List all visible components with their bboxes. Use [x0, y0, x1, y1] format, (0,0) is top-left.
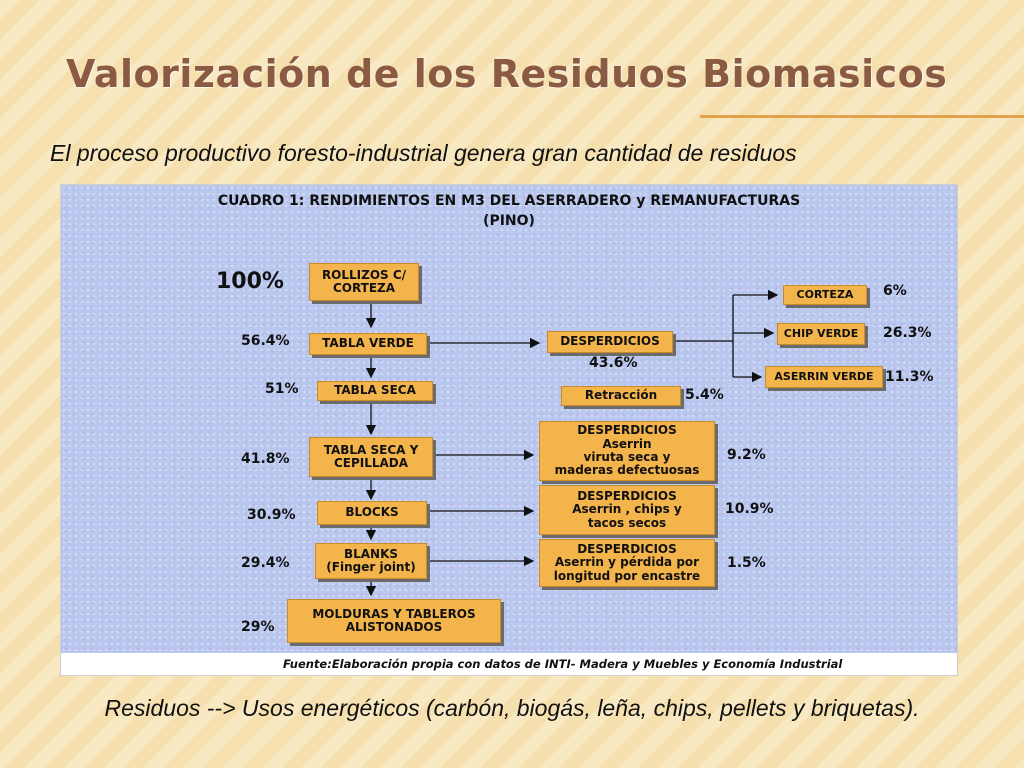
diagram-figure [60, 184, 958, 676]
slide-title: Valorización de los Residuos Biomasicos [66, 52, 948, 96]
title-underline [700, 115, 1024, 118]
box-desperdicios: DESPERDICIOS [547, 331, 673, 353]
box-blocks: BLOCKS [317, 501, 427, 525]
pct-aserrin-verde: 11.3% [885, 369, 934, 385]
box-tabla-cepillada: TABLA SECA Y CEPILLADA [309, 437, 433, 477]
pct-blocks: 30.9% [247, 507, 296, 523]
pct-waste-cepillado: 9.2% [727, 447, 766, 463]
box-aserrin-verde: ASERRIN VERDE [765, 366, 883, 388]
pct-tabla-cepillada: 41.8% [241, 451, 290, 467]
box-tabla-verde: TABLA VERDE [309, 333, 427, 355]
box-tabla-seca: TABLA SECA [317, 381, 433, 401]
pct-waste-blocks: 10.9% [725, 501, 774, 517]
slide-bottom-text: Residuos --> Usos energéticos (carbón, biogás, leña, chips, pellets y briquetas). [104, 695, 920, 721]
pct-waste-blanks: 1.5% [727, 555, 766, 571]
box-blanks: BLANKS (Finger joint) [315, 543, 427, 579]
box-waste-cepillado: DESPERDICIOS Aserrin viruta seca y maderas defectuosas [539, 421, 715, 481]
slide-subtitle: El proceso productivo foresto-industrial genera gran cantidad de residuos [50, 140, 797, 166]
box-rollizos: ROLLIZOS C/ CORTEZA [309, 263, 419, 301]
figure-source: Fuente:Elaboración propia con datos de INTI- Madera y Muebles y Economía Industrial [283, 657, 843, 671]
pct-chip-verde: 26.3% [883, 325, 932, 341]
box-corteza: CORTEZA [783, 285, 867, 305]
pct-retraccion: 5.4% [685, 387, 724, 403]
pct-rollizos: 100% [216, 269, 284, 294]
pct-tabla-seca: 51% [265, 381, 299, 397]
pct-tabla-verde: 56.4% [241, 333, 290, 349]
box-molduras: MOLDURAS Y TABLEROS ALISTONADOS [287, 599, 501, 643]
pct-desperdicios: 43.6% [589, 355, 638, 371]
pct-blanks: 29.4% [241, 555, 290, 571]
figure-title: CUADRO 1: RENDIMIENTOS EN M3 DEL ASERRADERO y REMANUFACTURAS [217, 193, 801, 209]
figure-title-species: (PINO) [483, 213, 535, 229]
box-chip-verde: CHIP VERDE [777, 323, 865, 345]
box-waste-blanks: DESPERDICIOS Aserrin y pérdida por longitud por encastre [539, 539, 715, 587]
box-retraccion: Retracción [561, 386, 681, 406]
pct-molduras: 29% [241, 619, 275, 635]
flow-arrows [61, 185, 957, 675]
box-waste-blocks: DESPERDICIOS Aserrin , chips y tacos secos [539, 485, 715, 535]
pct-corteza: 6% [883, 283, 907, 299]
